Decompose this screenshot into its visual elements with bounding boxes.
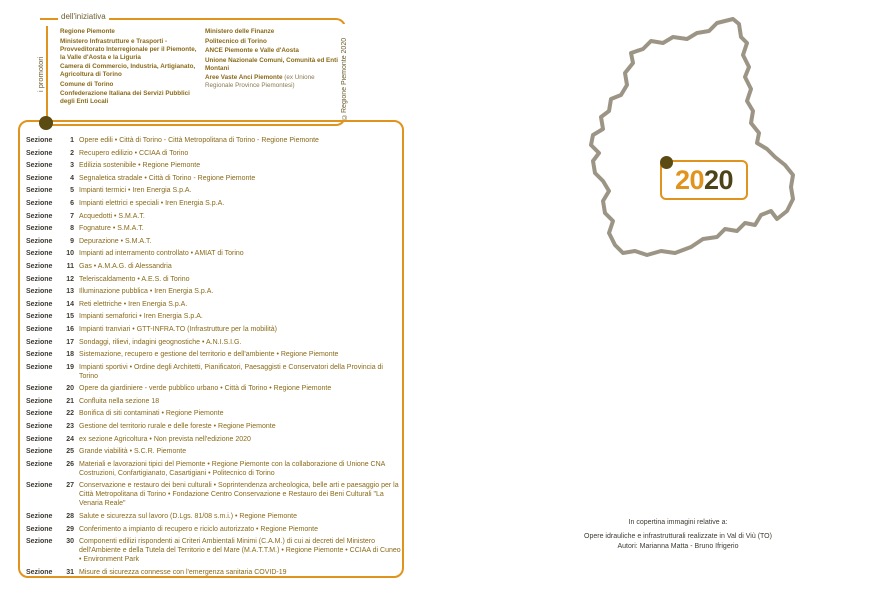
caption-line-2: Opere idrauliche e infrastrutturali realizzate in Val di Viù (TO) — [584, 533, 772, 540]
section-label: Sezione — [26, 262, 53, 270]
section-number: 13 — [66, 288, 74, 296]
section-text: Misure di sicurezza connesse con l'emergenza sanitaria COVID-19 — [79, 568, 287, 576]
section-row — [26, 325, 402, 334]
section-label: Sezione — [26, 187, 53, 195]
section-label: Sezione — [26, 338, 53, 346]
promoter-item: Politecnico di Torino — [205, 37, 267, 45]
promoter-item-note: (ex Unione Regionale Province Piemontesi) — [205, 74, 315, 89]
section-number: 1 — [70, 137, 74, 144]
section-text: Illuminazione pubblica • Iren Energia S.p.A. — [79, 288, 214, 296]
section-number: 7 — [70, 212, 74, 220]
section-row — [26, 174, 402, 183]
section-text: Acquedotti • S.M.A.T. — [79, 212, 145, 220]
section-text: Opere da giardiniere - verde pubblico urbano • Città di Torino • Regione Piemonte — [79, 385, 332, 393]
section-row — [26, 212, 402, 221]
section-text: Recupero edilizio • CCIAA di Torino — [79, 149, 189, 157]
section-number: 3 — [70, 162, 74, 170]
promoter-item — [205, 74, 340, 90]
promoter-item-bold: Aree Vaste Anci Piemonte — [205, 74, 283, 81]
caption-line-3: Autori: Marianna Matta - Bruno Ifrigerio — [617, 543, 739, 550]
section-text: Segnaletica stradale • Città di Torino - Regione Piemonte — [79, 174, 256, 182]
promoters-label: i promotori — [36, 56, 45, 92]
section-label: Sezione — [26, 225, 53, 233]
section-number: 19 — [66, 363, 74, 371]
section-label: Sezione — [26, 448, 53, 456]
section-row — [26, 363, 402, 381]
year-part-2: 20 — [704, 165, 734, 195]
section-text: Depurazione • S.M.A.T. — [79, 237, 152, 245]
promoters-connector-line — [46, 26, 48, 121]
section-row — [26, 409, 402, 418]
section-row — [26, 350, 402, 359]
caption-line-1: In copertina immagini relative a: — [628, 519, 728, 526]
section-text: Edilizia sostenibile • Regione Piemonte — [79, 162, 201, 170]
bullet-dot — [39, 116, 53, 130]
section-number: 24 — [66, 435, 74, 443]
section-number: 6 — [70, 199, 74, 207]
section-row — [26, 481, 402, 508]
section-row — [26, 338, 402, 347]
section-label: Sezione — [26, 174, 53, 182]
section-text: Gestione del territorio rurale e delle foreste • Regione Piemonte — [79, 423, 276, 431]
section-label: Sezione — [26, 363, 53, 371]
section-number: 20 — [66, 385, 74, 393]
section-label: Sezione — [26, 237, 53, 245]
section-number: 10 — [66, 250, 74, 258]
section-row — [26, 435, 402, 444]
section-row — [26, 525, 402, 534]
section-number: 16 — [66, 325, 74, 333]
section-text: Sistemazione, recupero e gestione del territorio e dell'ambiente • Regione Piemonte — [79, 351, 339, 359]
section-label: Sezione — [26, 162, 53, 170]
section-number: 2 — [70, 149, 74, 157]
section-text: Impianti semaforici • Iren Energia S.p.A. — [79, 313, 203, 321]
section-label: Sezione — [26, 275, 53, 283]
section-text: Reti elettriche • Iren Energia S.p.A. — [79, 300, 188, 308]
section-label: Sezione — [26, 137, 53, 144]
section-number: 11 — [66, 262, 74, 270]
promoters-list-right — [205, 28, 340, 92]
section-label: Sezione — [26, 397, 53, 405]
section-label: Sezione — [26, 325, 53, 333]
section-label: Sezione — [26, 288, 53, 296]
section-number: 5 — [70, 187, 74, 195]
section-row — [26, 397, 402, 406]
section-text: Impianti tranviari • GTT-INFRA.TO (Infrastrutture per la mobilità) — [79, 325, 277, 333]
section-row — [26, 262, 402, 271]
section-number: 8 — [70, 225, 74, 233]
year-part-1: 20 — [674, 165, 704, 195]
section-row — [26, 199, 402, 208]
section-row — [26, 237, 402, 246]
section-text: Opere edili • Città di Torino - Città Metropolitana di Torino - Regione Piemonte — [79, 137, 319, 144]
section-row — [26, 537, 402, 564]
section-row — [26, 136, 402, 145]
section-text: Impianti termici • Iren Energia S.p.A. — [79, 187, 192, 195]
section-text: Bonifica di siti contaminati • Regione Piemonte — [79, 410, 224, 418]
sections-list — [26, 136, 402, 580]
section-label: Sezione — [26, 199, 53, 207]
section-number: 23 — [66, 423, 74, 431]
section-number: 14 — [66, 300, 74, 308]
section-number: 4 — [70, 174, 74, 182]
promoter-item: Unione Nazionale Comuni, Comunità ed Enti Montani — [205, 56, 338, 72]
section-row — [26, 384, 402, 393]
section-row — [26, 300, 402, 309]
section-text: Impianti sportivi • Ordine degli Architetti, Pianificatori, Paesaggisti e Conservatori della Provincia di Torino — [79, 363, 383, 380]
section-label: Sezione — [26, 423, 53, 431]
section-text: Impianti ad interramento controllato • AMIAT di Torino — [79, 250, 244, 258]
section-label: Sezione — [26, 435, 53, 443]
year-text — [662, 160, 746, 200]
section-text: Impianti elettrici e speciali • Iren Energia S.p.A. — [79, 199, 225, 207]
section-text: Sondaggi, rilievi, indagini geognostiche • A.N.I.S.I.G. — [79, 338, 242, 346]
promoter-item: Ministero Infrastrutture e Trasporti - Provveditorato Interregionale per il Piemonte, la Valle d'Aosta e la Liguria — [60, 37, 197, 61]
section-label: Sezione — [26, 300, 53, 308]
section-number: 21 — [66, 397, 74, 405]
section-text: Materiali e lavorazioni tipici del Piemonte • Regione Piemonte con la collaborazione di Unione CNA Costruzioni, Confartigianato, Casartigiani • Politecnico di Torino — [79, 460, 385, 477]
section-number: 18 — [66, 351, 74, 359]
section-number: 25 — [66, 448, 74, 456]
section-label: Sezione — [26, 385, 53, 393]
promoters-list-left — [60, 28, 200, 108]
section-number: 17 — [66, 338, 74, 346]
section-row — [26, 568, 402, 577]
section-row — [26, 224, 402, 233]
promoter-item: Camera di Commercio, Industria, Artigianato, Agricoltura di Torino — [60, 63, 196, 78]
section-label: Sezione — [26, 513, 53, 521]
section-row — [26, 186, 402, 195]
section-number: 30 — [66, 538, 74, 546]
section-text: Teleriscaldamento • A.E.S. di Torino — [79, 275, 190, 283]
section-row — [26, 249, 402, 258]
section-row — [26, 460, 402, 478]
section-row — [26, 447, 402, 456]
section-row — [26, 149, 402, 158]
section-text: Fognature • S.M.A.T. — [79, 225, 144, 233]
section-text: Confluita nella sezione 18 — [79, 397, 160, 405]
section-number: 9 — [70, 237, 74, 245]
section-row — [26, 312, 402, 321]
section-number: 22 — [66, 410, 74, 418]
copyright-text: ©Regione Piemonte 2020 — [341, 24, 348, 120]
section-label: Sezione — [26, 568, 53, 576]
cover-caption — [560, 518, 796, 552]
section-number: 12 — [66, 275, 74, 283]
section-label: Sezione — [26, 460, 53, 468]
section-number: 28 — [66, 513, 74, 521]
promoter-item: Regione Piemonte — [60, 28, 115, 35]
section-label: Sezione — [26, 212, 53, 220]
section-text: Conservazione e restauro dei beni culturali • Soprintendenza archeologica, belle arti e paesaggio per la Città Metropolitana di Torino • Fondazione Centro Conservazione e Restauro dei Beni Culturali "La Venaria Reale" — [79, 482, 399, 508]
section-label: Sezione — [26, 525, 53, 533]
section-number: 29 — [66, 525, 74, 533]
section-text: ex sezione Agricoltura • Non prevista nell'edizione 2020 — [79, 435, 251, 443]
section-label: Sezione — [26, 538, 53, 546]
promoter-item: Confederazione Italiana dei Servizi Pubblici degli Enti Locali — [60, 90, 190, 105]
section-text: Salute e sicurezza sul lavoro (D.Lgs. 81/08 s.m.i.) • Regione Piemonte — [79, 513, 297, 521]
section-row — [26, 422, 402, 431]
initiative-label: dell'iniziativa — [58, 12, 109, 21]
promoter-item: Comune di Torino — [60, 80, 114, 88]
section-number: 15 — [66, 313, 74, 321]
section-row — [26, 275, 402, 284]
section-label: Sezione — [26, 351, 53, 359]
section-number: 31 — [66, 568, 74, 576]
section-number: 26 — [66, 460, 74, 468]
section-label: Sezione — [26, 482, 53, 490]
section-label: Sezione — [26, 250, 53, 258]
section-row — [26, 161, 402, 170]
section-label: Sezione — [26, 313, 53, 321]
section-text: Gas • A.M.A.G. di Alessandria — [79, 262, 172, 270]
section-label: Sezione — [26, 149, 53, 157]
section-text: Grande viabilità • S.C.R. Piemonte — [79, 448, 187, 456]
promoter-item: Ministero delle Finanze — [205, 28, 275, 35]
section-number: 27 — [66, 482, 74, 490]
section-label: Sezione — [26, 410, 53, 418]
section-text: Componenti edilizi rispondenti ai Criteri Ambientali Minimi (C.A.M.) di cui ai decreti del Ministero dell'Ambiente e della Tutela del Territorio e del Mare (M.A.T.T.M.) • Regione Piemonte • CCIAA di Cuneo • Environment Park — [79, 538, 401, 564]
section-row — [26, 287, 402, 296]
piemonte-map-outline — [575, 15, 800, 260]
section-text: Conferimento a impianto di recupero e riciclo autorizzato • Regione Piemonte — [79, 525, 319, 533]
promoter-item: ANCE Piemonte e Valle d'Aosta — [205, 47, 299, 54]
section-row — [26, 512, 402, 521]
